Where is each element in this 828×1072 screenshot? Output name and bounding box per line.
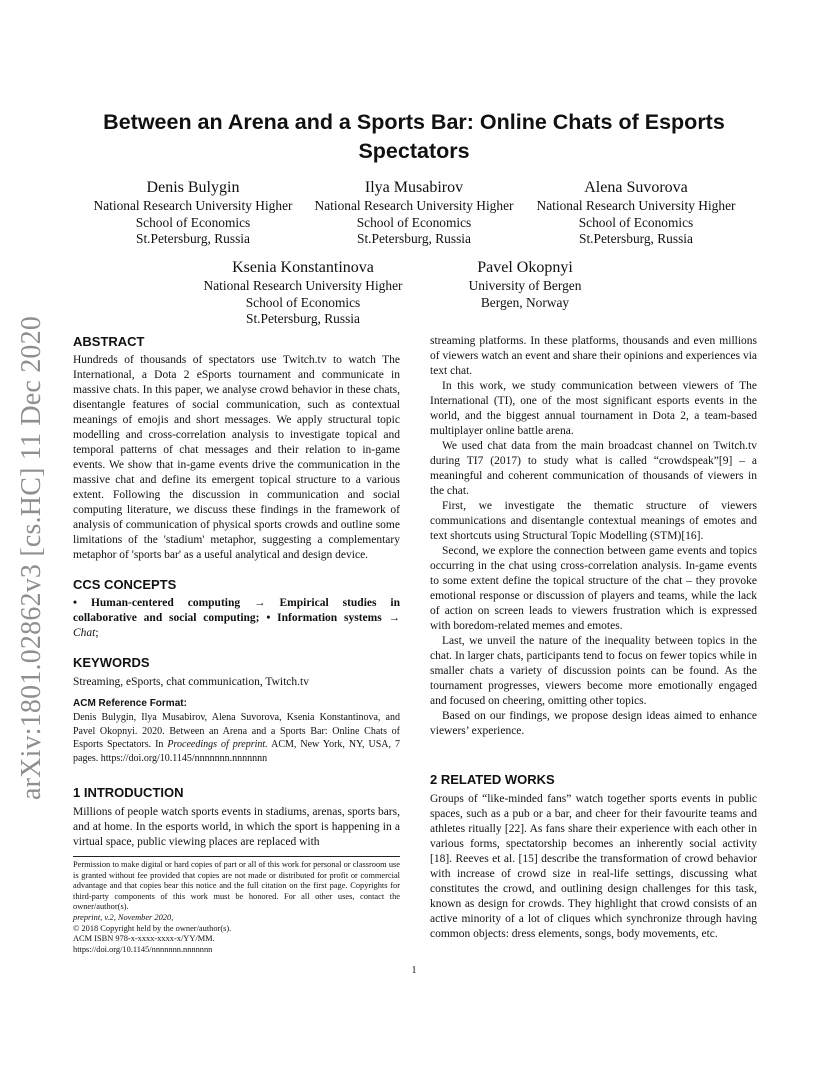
related-works-heading: 2 RELATED WORKS bbox=[430, 772, 555, 787]
paper-title: Between an Arena and a Sports Bar: Online Chats of Esports Spectators bbox=[103, 110, 725, 163]
author-name: Ilya Musabirov bbox=[364, 179, 464, 196]
doi-text: https://doi.org/10.1145/nnnnnnn.nnnnnnn bbox=[73, 944, 213, 954]
left-column bbox=[73, 334, 400, 850]
ccs-concept: Chat bbox=[73, 627, 96, 639]
paragraph: streaming platforms. In these platforms, thousands and even millions of viewers watch an event and share their opinions and experiences via text chat. bbox=[430, 335, 757, 377]
permission-text: Permission to make digital or hard copies of part or all of this work for personal or classroom use is granted without fee provided that copies are not made or distributed for profit or commercial advantage and that copies bear this notice and the full citation on the first page. Copyrights for third-party components of this work must be honored. For all other uses, contact the owner/author(s). bbox=[73, 860, 400, 912]
author-location: St.Petersburg, Russia bbox=[246, 311, 360, 327]
arrow-symbol: → bbox=[381, 612, 400, 624]
ccs-concept: Empirical studies in collaborative and social computing; bbox=[73, 597, 400, 624]
author-affiliation: National Research University Higher bbox=[203, 278, 403, 293]
author-location: St.Petersburg, Russia bbox=[136, 231, 250, 247]
ccs-concept: • Human-centered computing bbox=[73, 597, 241, 609]
arrow-symbol: → bbox=[240, 597, 280, 609]
abstract-heading: ABSTRACT bbox=[73, 334, 145, 349]
paragraph: We used chat data from the main broadcast channel on Twitch.tv during TI7 (2017) to study what is called “crowdspeak”[9] – a meaningful and coherent communication of thousands of viewers in the chat. bbox=[430, 440, 757, 497]
venue-text: preprint, v.2, November 2020, bbox=[73, 912, 174, 922]
paragraph: Last, we unveil the nature of the inequality between topics in the chat. In larger chats, participants tend to focus on fewer topics while in smaller chats a variety of discussion points can be found. As the tournament progresses, viewers become more emotionally engaged and focused on cheering, omitting other topics. bbox=[430, 635, 757, 707]
keywords-heading: KEYWORDS bbox=[73, 655, 150, 670]
abstract-text: Hundreds of thousands of spectators use Twitch.tv to watch The International, a Dota 2 eSports tournament and communicate in massive chats. In this paper, we analyse crowd behavior in these chats, disentangle features of social communication, such as contextual meanings of emojis and short messages. We apply structural topic modelling and cross-correlation analysis to investigate topical and temporal patterns of chat messages and their relation to in-game events. We show that in-game events drive the communication in the massive chat and define its emergent topical structure to a various extent. Following the discussion in communication and social computing literature, we discuss these findings in the framework of analysis of communication of physical sports crowds and outline some limitations of the 'stadium' metaphor, suggesting a complementary metaphor of 'sports bar' as a useful analytical and design device. bbox=[73, 354, 400, 561]
paragraph: In this work, we study communication between viewers of The International (TI), one of the most significant esports events in the world, and the biggest annual tournament in Dota 2, a team-based multiplayer online battle arena. bbox=[430, 380, 757, 437]
author-affiliation: School of Economics bbox=[135, 214, 251, 230]
paragraph: Based on our findings, we propose design ideas aimed to enhance viewers’ experience. bbox=[430, 710, 757, 737]
author-location: Bergen, Norway bbox=[480, 294, 570, 310]
paragraph: Second, we explore the connection between game events and topics occurring in the chat using cross-correlation analysis. In-game events to some extent define the topical structure of the chat – they provoke emotional response or discussion of players and teams, while the lack of action on screen leads to viewers frustration which is expressed with boredom-related memes and emotes. bbox=[430, 545, 757, 632]
keywords-text: Streaming, eSports, chat communication, Twitch.tv bbox=[73, 676, 309, 688]
author-affiliation: National Research University Higher bbox=[536, 198, 736, 213]
related-works-paragraph: Groups of “like-minded fans” watch together sports events in public spaces, such as a pub or a bar, and cheer for their favourite teams and athletes ritually [22]. As fans share their experience with each other in various forms, spectatorship becomes an inherently social activity [18]. Reeves et al. [15] describe the transformation of crowd behavior with increase of crowd size in real-life settings, discussing what constitutes the crowd, and outlining design challenges for this task, known as design for crowds. They highlight that crowd consists of an active minority of a lot of cliques which synchronize through having common objects: dress elements, songs, body movements, etc. bbox=[430, 793, 757, 940]
paragraph: First, we investigate the thematic structure of viewers communications and disentangle contextual meanings of emotes and text shortcuts using Structural Topic Modelling (STM)[16]. bbox=[430, 500, 757, 542]
author-name: Denis Bulygin bbox=[146, 179, 240, 196]
author-name: Pavel Okopnyi bbox=[477, 259, 573, 276]
intro-paragraph: Millions of people watch sports events in stadiums, arenas, sports bars, and at home. In the esports world, in which the sport is happening in a virtual space, public viewing places are replaced with bbox=[73, 806, 400, 848]
copyright-footnote bbox=[73, 856, 400, 955]
author-affiliation: National Research University Higher bbox=[314, 198, 514, 213]
isbn-text: ACM ISBN 978-x-xxxx-xxxx-x/YY/MM. bbox=[73, 934, 215, 944]
author-affiliation: University of Bergen bbox=[468, 278, 582, 293]
page-number: 1 bbox=[411, 965, 417, 976]
author-name: Alena Suvorova bbox=[584, 179, 688, 196]
author-name: Ksenia Konstantinova bbox=[232, 259, 374, 276]
author-block bbox=[414, 258, 636, 311]
author-affiliation: School of Economics bbox=[578, 214, 694, 230]
arxiv-watermark: arXiv:1801.02862v3 [cs.HC] 11 Dec 2020 bbox=[16, 315, 47, 800]
ccs-text: • Human-centered computing → Empirical studies in collaborative and social computing; • Information systems → Chat; bbox=[73, 597, 400, 639]
author-affiliation: School of Economics bbox=[245, 294, 361, 310]
author-block bbox=[525, 178, 747, 248]
author-location: St.Petersburg, Russia bbox=[579, 231, 693, 247]
author-block bbox=[192, 258, 414, 328]
ccs-concept: • Information systems bbox=[259, 612, 382, 624]
intro-heading: 1 INTRODUCTION bbox=[73, 785, 184, 800]
right-column bbox=[430, 334, 757, 942]
ccs-heading: CCS CONCEPTS bbox=[73, 577, 177, 592]
author-affiliation: National Research University Higher bbox=[93, 198, 293, 213]
author-block bbox=[303, 178, 525, 248]
acm-ref-text: Denis Bulygin, Ilya Musabirov, Alena Suvorova, Ksenia Konstantinova, and Pavel Okopnyi. 2020. Between an Arena and a Sports Bar: Online Chats of Esports Spectators. In Proceedings of preprint. ACM, New York, NY, USA, 7 pages. https://doi.org/10.1145/nnnnnnn.nnnnnnn bbox=[73, 712, 400, 764]
author-affiliation: School of Economics bbox=[356, 214, 472, 230]
author-block bbox=[82, 178, 304, 248]
copyright-text: © 2018 Copyright held by the owner/author(s). bbox=[73, 923, 232, 933]
author-location: St.Petersburg, Russia bbox=[357, 231, 471, 247]
acm-ref-heading: ACM Reference Format: bbox=[73, 698, 187, 709]
